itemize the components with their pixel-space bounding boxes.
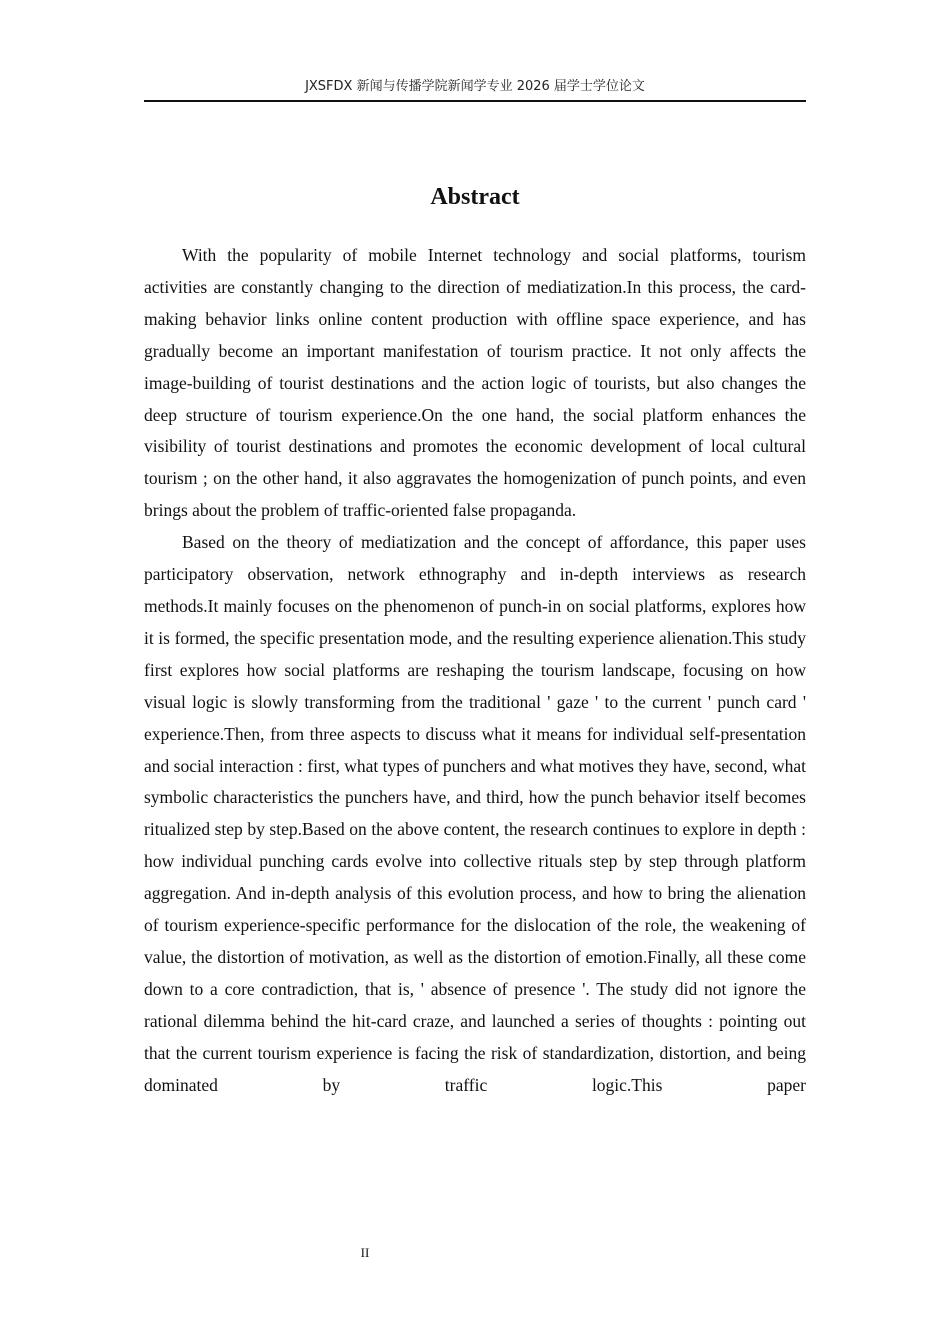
abstract-paragraph-2: Based on the theory of mediatization and the concept of affordance, this paper uses participatory observation, network ethnography and in-depth interviews as research methods.It mainly focuses on the phenomenon of punch-in on social platforms, explores how it is formed, the specific presentation mode, and the resulting experience alienation.This study first explores how social platforms are reshaping the tourism landscape, focusing on how visual logic is slowly transforming from the traditional ' gaze ' to the current ' punch card ' experience.Then, from three aspects to discuss what it means for individual self-presentation and social interaction : first, what types of punchers and what motives they have, second, what symbolic characteristics the punchers have, and third, how the punch behavior itself becomes ritualized step by step.Based on the above content, the research continues to explore in depth : how individual punching cards evolve into collective rituals step by step through platform aggregation. And in-depth analysis of this evolution process, and how to bring the alienation of tourism experience-specific performance for the dislocation of the role, the weakening of value, the distortion of motivation, as well as the distortion of emotion.Finally, all these come down to a core contradiction, that is, ' absence of presence '. The study did not ignore the rational dilemma behind the hit-card craze, and launched a series of thoughts : pointing out that the current tourism experience is facing the risk of standardization, distortion, and being dominated by traffic logic.This paper: [144, 532, 806, 1095]
abstract-title: Abstract: [430, 184, 520, 210]
running-header: JXSFDX 新闻与传播学院新闻学专业 2026 届学士学位论文: [305, 79, 645, 94]
header-rule: [144, 100, 806, 102]
abstract-body: [144, 240, 806, 1101]
abstract-paragraph-1: With the popularity of mobile Internet technology and social platforms, tourism activities are constantly changing to the direction of mediatization.In this process, the card-making behavior links online content production with offline space experience, and has gradually become an important manifestation of tourism practice. It not only affects the image-building of tourist destinations and the action logic of tourists, but also changes the deep structure of tourism experience.On the one hand, the social platform enhances the visibility of tourist destinations and promotes the economic development of local cultural tourism ; on the other hand, it also aggravates the homogenization of punch points, and even brings about the problem of traffic-oriented false propaganda.: [144, 245, 806, 521]
page-number: II: [360, 1245, 370, 1260]
